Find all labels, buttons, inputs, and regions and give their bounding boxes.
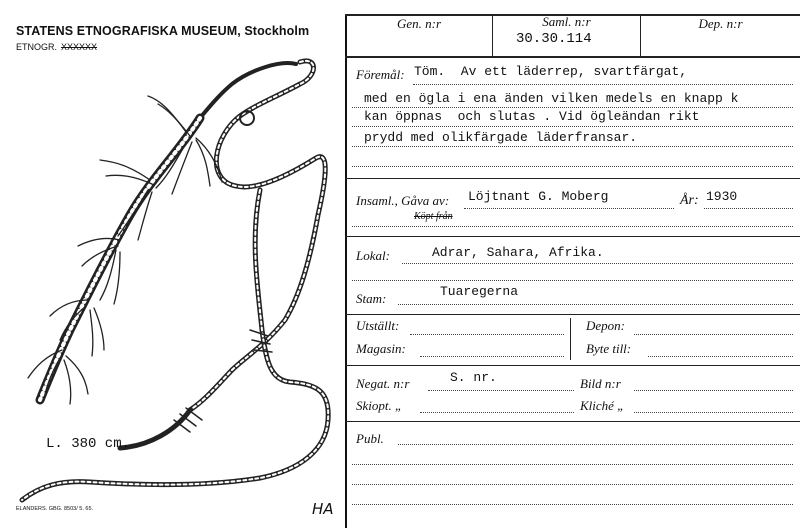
rule-ar xyxy=(704,208,793,209)
rule-byte xyxy=(648,356,793,357)
publ-label: Publ. xyxy=(356,431,384,446)
etnogr-struck: XXXXXX xyxy=(61,42,98,52)
foremal-line-4: prydd med olikfärgade läderfransar. xyxy=(364,130,638,145)
rule-bild xyxy=(634,390,793,391)
negat-value: S. nr. xyxy=(450,370,497,385)
insaml-value: Löjtnant G. Moberg xyxy=(468,189,609,204)
ar-label: År: xyxy=(680,193,699,208)
rule-stam xyxy=(398,304,793,305)
saml-nr-label: Saml. n:r xyxy=(542,14,591,29)
rule-3 xyxy=(352,126,793,127)
depon-label: Depon: xyxy=(586,318,625,333)
header-bottom-border xyxy=(345,56,800,58)
kliche-label: Kliché „ xyxy=(580,398,625,413)
section-border-4 xyxy=(345,365,800,366)
rule-kliche xyxy=(634,412,793,413)
stam-value: Tuaregerna xyxy=(440,284,519,299)
card-divider xyxy=(345,14,347,528)
section-border-5 xyxy=(345,421,800,422)
lokal-value: Adrar, Sahara, Afrika. xyxy=(432,245,604,260)
rule-negat xyxy=(428,390,574,391)
rule-6 xyxy=(352,226,793,227)
rule-utstallt xyxy=(410,334,564,335)
rule-10 xyxy=(352,504,793,505)
rule-5 xyxy=(352,166,793,167)
skiopt-label: Skiopt. „ xyxy=(356,398,403,413)
kopt-struck: Köpt från xyxy=(414,211,453,222)
rule-publ xyxy=(398,444,793,445)
rule-8 xyxy=(352,464,793,465)
dep-nr-label: Dep. n:r xyxy=(698,16,743,31)
foremal-label: Föremål: xyxy=(356,67,405,82)
rule-1 xyxy=(413,84,793,85)
section-border-3 xyxy=(345,314,800,315)
etnogr-prefix: ETNOGR. xyxy=(16,42,58,52)
saml-nr-value: 30.30.114 xyxy=(516,31,592,47)
rule-depon xyxy=(634,334,793,335)
gen-nr-label: Gen. n:r xyxy=(396,16,442,31)
rule-7 xyxy=(352,280,793,281)
section-border-1 xyxy=(345,178,800,179)
insaml-label: Insaml., Gåva av: xyxy=(356,193,450,208)
utstallt-divider xyxy=(570,318,571,360)
byte-label: Byte till: xyxy=(586,341,632,356)
museum-name: STATENS ETNOGRAFISKA MUSEUM, Stockholm xyxy=(16,24,310,38)
foremal-line-2: med en ögla i ena änden vilken medels en knapp k xyxy=(364,91,739,106)
utstallt-label: Utställt: xyxy=(356,318,400,333)
bild-label: Bild n:r xyxy=(580,376,621,391)
rule-9 xyxy=(352,484,793,485)
negat-label: Negat. n:r xyxy=(356,376,410,391)
rule-2 xyxy=(352,107,793,108)
length-note: L. 380 cm. xyxy=(46,436,131,452)
foremal-line-3: kan öppnas och slutas . Vid ögleändan rikt xyxy=(364,109,700,124)
rule-insaml xyxy=(464,208,674,209)
rule-lokal xyxy=(402,263,793,264)
initials: HA xyxy=(312,500,334,518)
section-border-2 xyxy=(345,236,800,237)
lokal-label: Lokal: xyxy=(356,248,390,263)
rule-4 xyxy=(352,146,793,147)
stam-label: Stam: xyxy=(356,291,387,306)
foremal-line-1: Töm. Av ett läderrep, svartfärgat, xyxy=(414,64,688,79)
rule-skiopt xyxy=(420,412,574,413)
printer-note: ELANDERS. GBG. 8503/ 5. 65. xyxy=(16,506,94,512)
ar-value: 1930 xyxy=(706,189,738,204)
rule-magasin xyxy=(420,356,564,357)
magasin-label: Magasin: xyxy=(356,341,406,356)
